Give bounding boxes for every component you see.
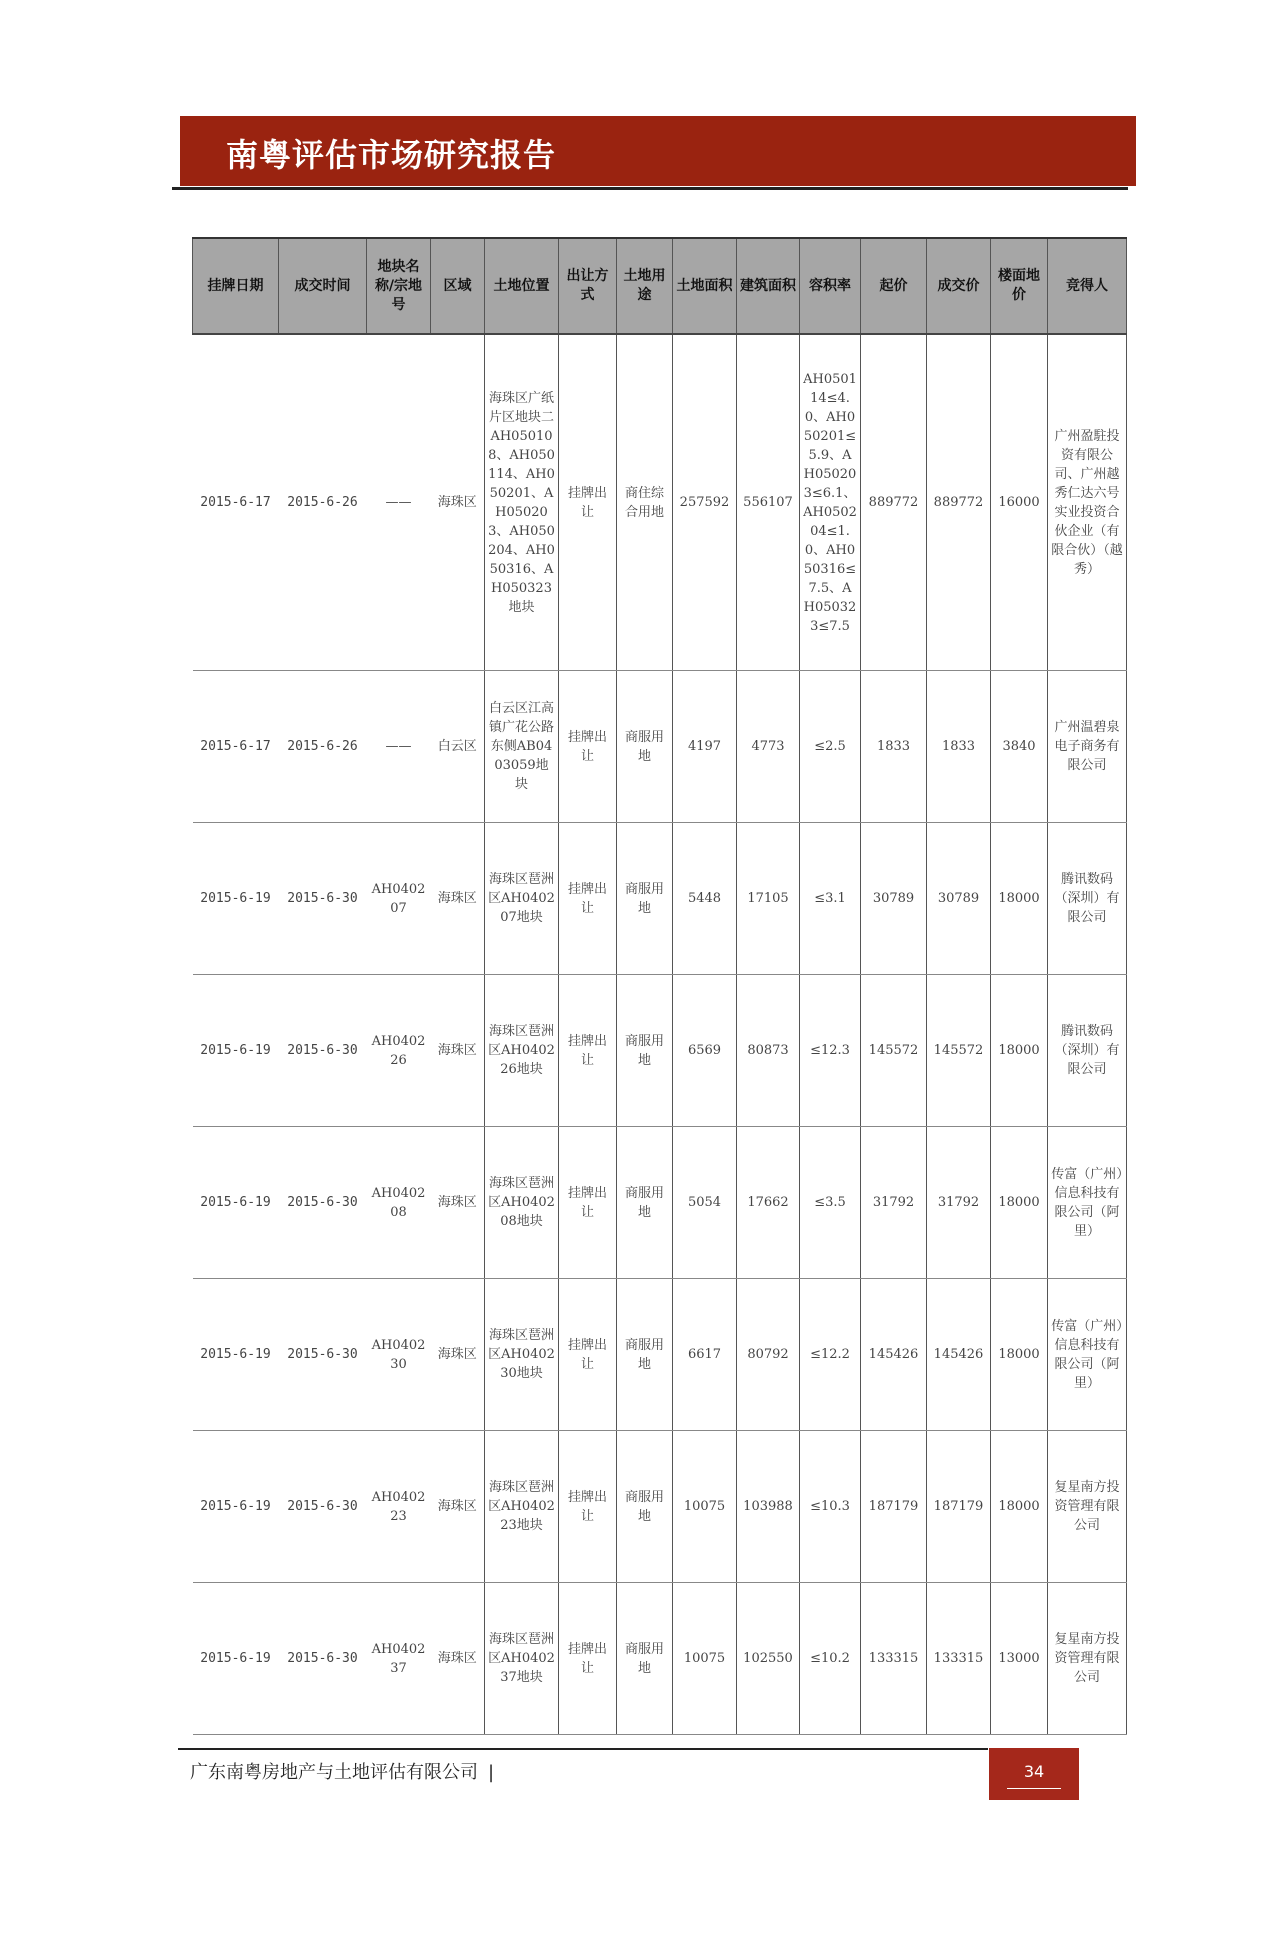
cell-land-use: 商住综合用地 bbox=[617, 334, 673, 671]
cell-district: 白云区 bbox=[431, 671, 485, 823]
cell-plot-ratio: ≤3.5 bbox=[800, 1127, 861, 1279]
cell-floor-area: 4773 bbox=[737, 671, 800, 823]
cell-list-date: 2015-6-17 bbox=[193, 334, 279, 671]
cell-parcel-id: AH040226 bbox=[367, 975, 431, 1127]
header-rule bbox=[172, 187, 1128, 190]
table-row bbox=[193, 1279, 1127, 1431]
cell-unit-price: 18000 bbox=[991, 1279, 1048, 1431]
col-header: 区域 bbox=[431, 238, 485, 334]
table-row bbox=[193, 1431, 1127, 1583]
land-transaction-table-wrapper bbox=[192, 237, 1126, 1735]
cell-location: 海珠区广纸片区地块二AH050108、AH050114、AH050201、AH050203、AH050204、AH050316、AH050323地块 bbox=[485, 334, 559, 671]
cell-district: 海珠区 bbox=[431, 1431, 485, 1583]
cell-parcel-id: —— bbox=[367, 334, 431, 671]
cell-parcel-id: AH040237 bbox=[367, 1583, 431, 1735]
cell-plot-ratio: ≤10.3 bbox=[800, 1431, 861, 1583]
cell-method: 挂牌出让 bbox=[559, 1431, 617, 1583]
cell-start-price: 145572 bbox=[861, 975, 927, 1127]
cell-district: 海珠区 bbox=[431, 975, 485, 1127]
cell-land-use: 商服用地 bbox=[617, 975, 673, 1127]
cell-list-date: 2015-6-19 bbox=[193, 975, 279, 1127]
cell-land-area: 257592 bbox=[673, 334, 737, 671]
cell-floor-area: 556107 bbox=[737, 334, 800, 671]
cell-location: 海珠区琶洲区AH040237地块 bbox=[485, 1583, 559, 1735]
cell-deal-date: 2015-6-30 bbox=[279, 823, 367, 975]
cell-floor-area: 17105 bbox=[737, 823, 800, 975]
cell-method: 挂牌出让 bbox=[559, 975, 617, 1127]
col-header: 楼面地价 bbox=[991, 238, 1048, 334]
cell-method: 挂牌出让 bbox=[559, 1583, 617, 1735]
cell-parcel-id: AH040223 bbox=[367, 1431, 431, 1583]
cell-land-area: 5054 bbox=[673, 1127, 737, 1279]
footer-separator: | bbox=[488, 1762, 495, 1783]
table-row bbox=[193, 1127, 1127, 1279]
cell-district: 海珠区 bbox=[431, 1279, 485, 1431]
cell-buyer: 腾讯数码（深圳）有限公司 bbox=[1048, 975, 1127, 1127]
cell-deal-price: 145426 bbox=[927, 1279, 991, 1431]
col-header: 成交价 bbox=[927, 238, 991, 334]
cell-parcel-id: —— bbox=[367, 671, 431, 823]
cell-start-price: 889772 bbox=[861, 334, 927, 671]
cell-floor-area: 102550 bbox=[737, 1583, 800, 1735]
cell-deal-date: 2015-6-30 bbox=[279, 1583, 367, 1735]
cell-buyer: 复星南方投资管理有限公司 bbox=[1048, 1583, 1127, 1735]
col-header: 土地面积 bbox=[673, 238, 737, 334]
cell-list-date: 2015-6-19 bbox=[193, 1279, 279, 1431]
cell-land-use: 商服用地 bbox=[617, 823, 673, 975]
table-row bbox=[193, 1583, 1127, 1735]
cell-location: 海珠区琶洲区AH040226地块 bbox=[485, 975, 559, 1127]
cell-district: 海珠区 bbox=[431, 334, 485, 671]
cell-land-use: 商服用地 bbox=[617, 1127, 673, 1279]
col-header: 土地用途 bbox=[617, 238, 673, 334]
cell-plot-ratio: ≤2.5 bbox=[800, 671, 861, 823]
table-header-row bbox=[193, 238, 1127, 334]
cell-land-area: 10075 bbox=[673, 1431, 737, 1583]
cell-list-date: 2015-6-19 bbox=[193, 1583, 279, 1735]
cell-land-area: 6569 bbox=[673, 975, 737, 1127]
cell-unit-price: 13000 bbox=[991, 1583, 1048, 1735]
cell-land-use: 商服用地 bbox=[617, 1279, 673, 1431]
cell-district: 海珠区 bbox=[431, 1127, 485, 1279]
cell-method: 挂牌出让 bbox=[559, 1279, 617, 1431]
cell-land-area: 10075 bbox=[673, 1583, 737, 1735]
cell-list-date: 2015-6-17 bbox=[193, 671, 279, 823]
cell-parcel-id: AH040230 bbox=[367, 1279, 431, 1431]
cell-start-price: 187179 bbox=[861, 1431, 927, 1583]
cell-start-price: 31792 bbox=[861, 1127, 927, 1279]
cell-unit-price: 3840 bbox=[991, 671, 1048, 823]
cell-list-date: 2015-6-19 bbox=[193, 823, 279, 975]
table-row bbox=[193, 671, 1127, 823]
cell-land-use: 商服用地 bbox=[617, 1431, 673, 1583]
cell-location: 海珠区琶洲区AH040230地块 bbox=[485, 1279, 559, 1431]
cell-unit-price: 18000 bbox=[991, 1431, 1048, 1583]
cell-land-use: 商服用地 bbox=[617, 671, 673, 823]
footer-company: 广东南粤房地产与土地评估有限公司 bbox=[190, 1762, 478, 1783]
cell-district: 海珠区 bbox=[431, 1583, 485, 1735]
cell-deal-price: 145572 bbox=[927, 975, 991, 1127]
cell-floor-area: 103988 bbox=[737, 1431, 800, 1583]
cell-buyer: 广州盈駐投资有限公司、广州越秀仁达六号实业投资合伙企业（有限合伙）（越秀） bbox=[1048, 334, 1127, 671]
cell-plot-ratio: ≤10.2 bbox=[800, 1583, 861, 1735]
cell-deal-date: 2015-6-30 bbox=[279, 1431, 367, 1583]
cell-method: 挂牌出让 bbox=[559, 823, 617, 975]
cell-floor-area: 80873 bbox=[737, 975, 800, 1127]
cell-method: 挂牌出让 bbox=[559, 671, 617, 823]
cell-deal-price: 889772 bbox=[927, 334, 991, 671]
cell-buyer: 传富（广州）信息科技有限公司（阿里） bbox=[1048, 1279, 1127, 1431]
cell-unit-price: 18000 bbox=[991, 975, 1048, 1127]
cell-start-price: 1833 bbox=[861, 671, 927, 823]
cell-plot-ratio: ≤3.1 bbox=[800, 823, 861, 975]
cell-plot-ratio: ≤12.2 bbox=[800, 1279, 861, 1431]
cell-deal-price: 31792 bbox=[927, 1127, 991, 1279]
cell-location: 海珠区琶洲区AH040223地块 bbox=[485, 1431, 559, 1583]
col-header: 建筑面积 bbox=[737, 238, 800, 334]
table-row bbox=[193, 823, 1127, 975]
col-header: 成交时间 bbox=[279, 238, 367, 334]
land-transaction-table bbox=[192, 237, 1127, 1735]
report-title: 南粤评估市场研究报告 bbox=[226, 136, 557, 174]
col-header: 挂牌日期 bbox=[193, 238, 279, 334]
cell-unit-price: 18000 bbox=[991, 1127, 1048, 1279]
cell-land-area: 6617 bbox=[673, 1279, 737, 1431]
cell-floor-area: 80792 bbox=[737, 1279, 800, 1431]
cell-method: 挂牌出让 bbox=[559, 334, 617, 671]
col-header: 出让方式 bbox=[559, 238, 617, 334]
cell-floor-area: 17662 bbox=[737, 1127, 800, 1279]
cell-buyer: 传富（广州）信息科技有限公司（阿里） bbox=[1048, 1127, 1127, 1279]
cell-buyer: 复星南方投资管理有限公司 bbox=[1048, 1431, 1127, 1583]
footer bbox=[190, 1758, 494, 1784]
cell-plot-ratio: AH050114≤4.0、AH050201≤5.9、AH050203≤6.1、AH050204≤1.0、AH050316≤7.5、AH050323≤7.5 bbox=[800, 334, 861, 671]
cell-parcel-id: AH040207 bbox=[367, 823, 431, 975]
cell-deal-date: 2015-6-26 bbox=[279, 334, 367, 671]
cell-list-date: 2015-6-19 bbox=[193, 1127, 279, 1279]
cell-deal-date: 2015-6-30 bbox=[279, 1279, 367, 1431]
cell-unit-price: 16000 bbox=[991, 334, 1048, 671]
cell-land-area: 4197 bbox=[673, 671, 737, 823]
cell-deal-date: 2015-6-30 bbox=[279, 1127, 367, 1279]
page-number-box bbox=[989, 1748, 1079, 1800]
cell-start-price: 30789 bbox=[861, 823, 927, 975]
col-header: 土地位置 bbox=[485, 238, 559, 334]
cell-location: 海珠区琶洲区AH040208地块 bbox=[485, 1127, 559, 1279]
cell-start-price: 145426 bbox=[861, 1279, 927, 1431]
footer-rule bbox=[178, 1748, 988, 1750]
cell-buyer: 腾讯数码（深圳）有限公司 bbox=[1048, 823, 1127, 975]
header-band bbox=[180, 116, 1136, 186]
cell-deal-price: 187179 bbox=[927, 1431, 991, 1583]
cell-parcel-id: AH040208 bbox=[367, 1127, 431, 1279]
table-row bbox=[193, 334, 1127, 671]
table-row bbox=[193, 975, 1127, 1127]
cell-district: 海珠区 bbox=[431, 823, 485, 975]
col-header: 竞得人 bbox=[1048, 238, 1127, 334]
cell-method: 挂牌出让 bbox=[559, 1127, 617, 1279]
cell-start-price: 133315 bbox=[861, 1583, 927, 1735]
cell-deal-date: 2015-6-26 bbox=[279, 671, 367, 823]
cell-land-use: 商服用地 bbox=[617, 1583, 673, 1735]
cell-buyer: 广州温碧泉电子商务有限公司 bbox=[1048, 671, 1127, 823]
page-number-underline bbox=[1007, 1788, 1061, 1789]
col-header: 地块名称/宗地号 bbox=[367, 238, 431, 334]
cell-unit-price: 18000 bbox=[991, 823, 1048, 975]
cell-deal-price: 1833 bbox=[927, 671, 991, 823]
page-number: 34 bbox=[1023, 1762, 1045, 1781]
cell-location: 白云区江高镇广花公路东侧AB0403059地块 bbox=[485, 671, 559, 823]
cell-deal-date: 2015-6-30 bbox=[279, 975, 367, 1127]
cell-location: 海珠区琶洲区AH040207地块 bbox=[485, 823, 559, 975]
cell-land-area: 5448 bbox=[673, 823, 737, 975]
col-header: 起价 bbox=[861, 238, 927, 334]
cell-list-date: 2015-6-19 bbox=[193, 1431, 279, 1583]
cell-deal-price: 30789 bbox=[927, 823, 991, 975]
col-header: 容积率 bbox=[800, 238, 861, 334]
cell-plot-ratio: ≤12.3 bbox=[800, 975, 861, 1127]
cell-deal-price: 133315 bbox=[927, 1583, 991, 1735]
